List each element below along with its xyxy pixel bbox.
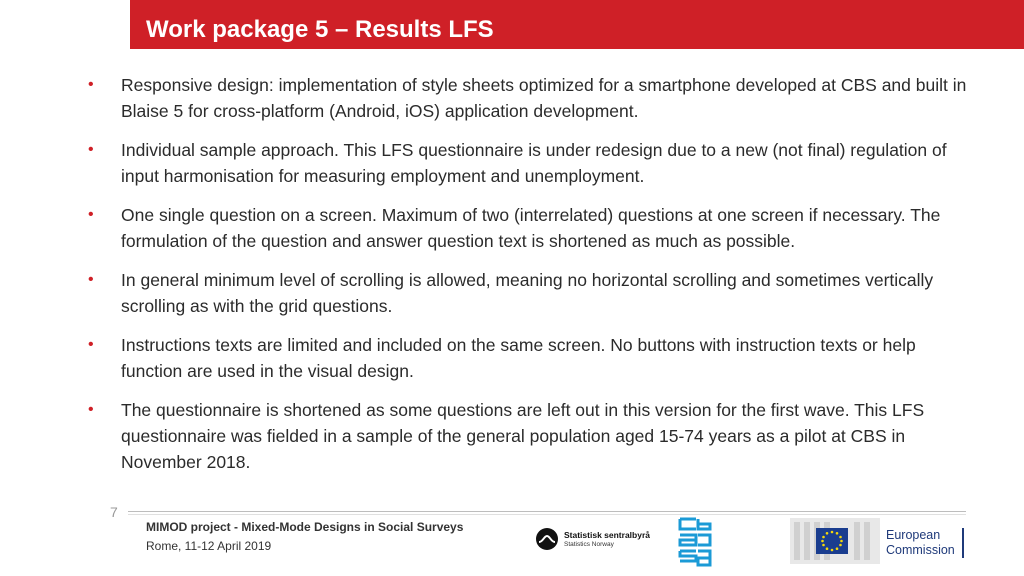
- bullet-dot-icon: •: [88, 141, 94, 158]
- footer-divider: [128, 511, 966, 512]
- bullet-dot-icon: •: [88, 271, 94, 288]
- bullet-item: [90, 202, 970, 254]
- ssb-logo-name: Statistisk sentralbyrå: [564, 530, 650, 540]
- bullet-dot-icon: •: [88, 76, 94, 93]
- ssb-logo: [536, 528, 666, 550]
- european-commission-logo: [790, 516, 970, 566]
- bullet-item: [90, 137, 970, 189]
- footer-project-name: MIMOD project - Mixed-Mode Designs in Social Surveys: [146, 520, 464, 534]
- ec-logo-line2: Commission: [886, 543, 955, 557]
- bullet-list: [90, 72, 970, 488]
- footer-date: Rome, 11-12 April 2019: [146, 539, 272, 553]
- bullet-text: In general minimum level of scrolling is allowed, meaning no horizontal scrolling and sometimes vertically scrolling as with the grid questions.: [121, 270, 934, 316]
- bullet-dot-icon: •: [88, 336, 94, 353]
- cbs-logo-icon: [676, 515, 714, 569]
- bullet-dot-icon: •: [88, 401, 94, 418]
- page-number: 7: [110, 504, 118, 520]
- bullet-dot-icon: •: [88, 206, 94, 223]
- ec-logo-line1: European: [886, 528, 941, 542]
- bullet-item: [90, 267, 970, 319]
- title-bar: [130, 0, 1024, 49]
- bullet-item: [90, 397, 970, 475]
- page-title: Work package 5 – Results LFS: [146, 16, 494, 43]
- bullet-item: [90, 332, 970, 384]
- bullet-text: Instructions texts are limited and included on the same screen. No buttons with instruction texts or help function are used in the visual design.: [121, 335, 916, 381]
- ssb-logo-icon: [536, 528, 558, 550]
- bullet-item: [90, 72, 970, 124]
- bullet-text: The questionnaire is shortened as some questions are left out in this version for the first wave. This LFS questionnaire was fielded in a sample of the general population aged 15-74 years as a pilot at CBS in November 2018.: [121, 400, 925, 472]
- bullet-text: Responsive design: implementation of style sheets optimized for a smartphone developed at CBS and built in Blaise 5 for cross-platform (Android, iOS) application development.: [121, 75, 967, 121]
- bullet-text: One single question on a screen. Maximum of two (interrelated) questions at one screen if necessary. The formulation of the question and answer question text is shortened as much as possible.: [121, 205, 941, 251]
- ec-logo-text: [886, 528, 955, 558]
- ssb-logo-subtitle: Statistics Norway: [564, 541, 614, 548]
- footer-divider-secondary: [128, 514, 966, 515]
- bullet-text: Individual sample approach. This LFS questionnaire is under redesign due to a new (not final) regulation of input harmonisation for measuring employment and unemployment.: [121, 140, 947, 186]
